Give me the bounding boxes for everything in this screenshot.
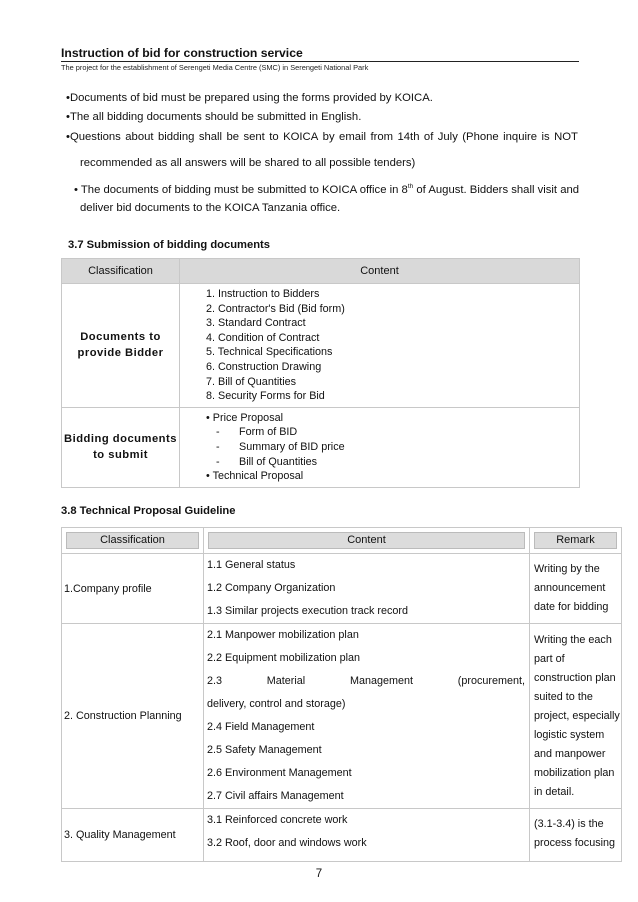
- word: Management: [349, 675, 413, 687]
- content-item: 2.6 Environment Management: [207, 767, 352, 779]
- sub-item-text: Summary of BID price: [239, 440, 345, 453]
- sub-item: [206, 455, 579, 470]
- page-number: 7: [315, 868, 323, 880]
- bullet-submission-line2: deliver bid documents to the KOICA Tanzania office.: [80, 202, 341, 214]
- bullet-questions-line2: recommended as all answers will be shared to all possible tenders): [80, 157, 416, 169]
- technical-proposal-table: [61, 527, 622, 862]
- dash: -: [216, 440, 220, 453]
- word: 14th: [397, 131, 420, 143]
- remark-line: part of: [534, 652, 565, 665]
- list-item: 1. Instruction to Bidders: [206, 288, 320, 300]
- row-label-line: to submit: [93, 449, 148, 462]
- list-item: • Technical Proposal: [206, 470, 304, 483]
- row-label: 3. Quality Management: [62, 809, 204, 862]
- row-label-line: Documents to: [80, 331, 161, 344]
- word: inquire: [503, 131, 538, 143]
- content-item: 2.2 Equipment mobilization plan: [207, 652, 361, 664]
- col-remark: [530, 528, 622, 554]
- table-row: [62, 809, 622, 862]
- section-3-8-title: 3.8 Technical Proposal Guideline: [61, 505, 236, 517]
- bullet-english: •The all bidding documents should be submitted in English.: [66, 111, 362, 123]
- documents-list: [180, 284, 580, 408]
- header-rule: [61, 61, 579, 62]
- list-item: 6. Construction Drawing: [206, 360, 322, 373]
- list-item: • Price Proposal: [206, 411, 283, 424]
- word: about: [125, 131, 154, 143]
- remark-cell: [530, 809, 622, 862]
- remark-line: (3.1-3.4) is the: [534, 818, 604, 830]
- bullet-forms: •Documents of bid must be prepared using the forms provided by KOICA.: [66, 92, 433, 104]
- bullet-submission-text-b: of August. Bidders shall visit and: [413, 183, 580, 196]
- list-item: 4. Condition of Contract: [206, 331, 320, 344]
- content-item: 1.3 Similar projects execution track record: [207, 605, 409, 617]
- content-item: 3.1 Reinforced concrete work: [207, 814, 348, 826]
- word: shall: [198, 131, 223, 143]
- content-item: 2.7 Civil affairs Management: [207, 790, 344, 802]
- content-cell: [204, 554, 530, 624]
- word: •Questions: [66, 131, 121, 143]
- remark-line: in detail.: [534, 785, 575, 798]
- col-classification: Classification: [62, 259, 180, 284]
- sub-item-text: Bill of Quantities: [239, 455, 318, 468]
- sub-item: [206, 425, 579, 440]
- content-cell: [204, 809, 530, 862]
- dash: -: [216, 455, 220, 468]
- row-label-line: Bidding documents: [64, 433, 177, 446]
- table-header-row: [62, 528, 622, 554]
- submit-list: [180, 407, 580, 487]
- row-label: [62, 407, 180, 487]
- remark-line: Writing by the: [534, 563, 600, 575]
- table-header-row: [62, 259, 580, 284]
- remark-cell: [530, 624, 622, 809]
- col-content: Content: [180, 259, 580, 284]
- content-item: 1.2 Company Organization: [207, 582, 336, 594]
- word: sent: [243, 131, 265, 143]
- row-label: 1.Company profile: [62, 554, 204, 624]
- remark-line: process focusing: [534, 837, 616, 849]
- header-label: Remark: [534, 532, 617, 549]
- word: (Phone: [462, 131, 499, 143]
- content-item: delivery, control and storage): [207, 698, 346, 710]
- content-cell: [204, 624, 530, 809]
- bullet-submission-text-a: • The documents of bidding must be submitted to KOICA office in 8: [74, 183, 408, 196]
- word: is: [541, 131, 550, 143]
- header-label: Classification: [66, 532, 199, 549]
- ordinal-suffix: th: [407, 183, 414, 190]
- remark-line: project, especially: [534, 709, 620, 722]
- dash: -: [216, 426, 220, 439]
- bullet-questions-line1: [66, 131, 578, 143]
- submission-table: [61, 258, 580, 488]
- word: NOT: [554, 131, 578, 143]
- word: KOICA: [283, 131, 319, 143]
- content-item: 2.5 Safety Management: [207, 744, 322, 756]
- word: 2.3: [207, 675, 223, 687]
- list-item: 3. Standard Contract: [206, 317, 306, 330]
- remark-line: Writing the each: [534, 633, 612, 646]
- list-item: 5. Technical Specifications: [206, 346, 333, 359]
- remark-line: suited to the: [534, 690, 593, 703]
- col-classification: [62, 528, 204, 554]
- remark-line: announcement: [534, 582, 606, 594]
- word: July: [437, 131, 458, 143]
- bullet-submission-line1: [74, 180, 579, 197]
- table-row: [62, 624, 622, 809]
- remark-line: logistic system: [534, 728, 605, 741]
- list-item: 2. Contractor's Bid (Bid form): [206, 302, 345, 315]
- content-item: 2.1 Manpower mobilization plan: [207, 629, 359, 641]
- table-row: [62, 554, 622, 624]
- word: of: [423, 131, 434, 143]
- remark-line: construction plan: [534, 671, 616, 684]
- remark-line: and manpower: [534, 747, 606, 760]
- header-label: Content: [208, 532, 525, 549]
- content-item: 1.1 General status: [207, 559, 296, 571]
- word: email: [339, 131, 367, 143]
- table-row: [62, 284, 580, 408]
- col-content: [204, 528, 530, 554]
- word: (procurement,: [457, 675, 525, 687]
- sub-item: [206, 440, 579, 455]
- list-item: 7. Bill of Quantities: [206, 375, 297, 388]
- sub-item-text: Form of BID: [239, 426, 298, 439]
- list-item: 8. Security Forms for Bid: [206, 390, 325, 403]
- document-title: Instruction of bid for construction service: [61, 46, 303, 60]
- remark-line: date for bidding: [534, 601, 609, 613]
- row-label: [62, 284, 180, 408]
- content-item: 3.2 Roof, door and windows work: [207, 837, 367, 849]
- word: bidding: [157, 131, 195, 143]
- table-row: [62, 407, 580, 487]
- remark-cell: [530, 554, 622, 624]
- section-3-7-title: 3.7 Submission of bidding documents: [68, 239, 271, 251]
- word: to: [269, 131, 279, 143]
- word: from: [370, 131, 394, 143]
- remark-line: mobilization plan: [534, 766, 615, 779]
- word: by: [322, 131, 335, 143]
- word: Material: [266, 675, 306, 687]
- content-item: 2.4 Field Management: [207, 721, 315, 733]
- document-subtitle: The project for the establishment of Serengeti Media Centre (SMC) in Serengeti National Park: [61, 63, 369, 72]
- word: be: [226, 131, 240, 143]
- row-label: 2. Construction Planning: [62, 624, 204, 809]
- content-item: [207, 670, 525, 693]
- row-label-line: provide Bidder: [77, 347, 164, 360]
